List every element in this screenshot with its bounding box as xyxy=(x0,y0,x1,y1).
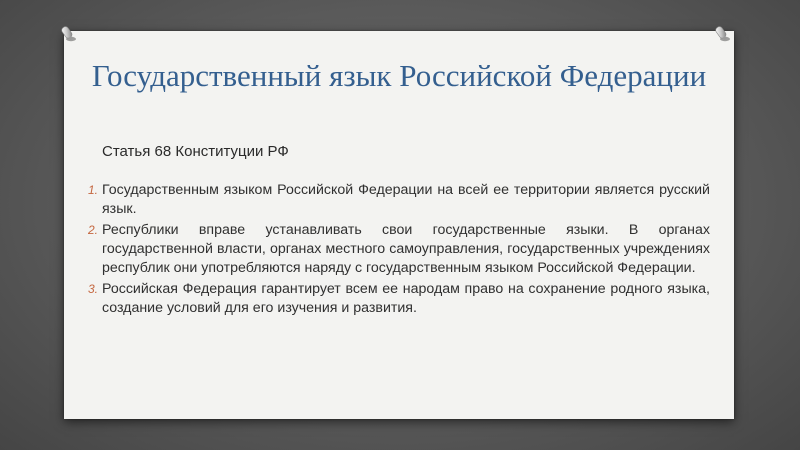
item-text: Республики вправе устанавливать свои государственные языки. В органах государственной власти, органах местного самоуправления, государственных учреждениях республик они употребляются наряду с государственным языком Российской Федерации. xyxy=(102,222,710,276)
item-text: Государственным языком Российской Федерации на всей ее территории является русский язык. xyxy=(102,182,710,217)
item-number: 3. xyxy=(88,282,99,296)
push-pin-icon xyxy=(58,24,78,44)
slide-title: Государственный язык Российской Федерации xyxy=(91,58,707,93)
slide-subtitle: Статья 68 Конституции РФ xyxy=(102,143,289,160)
article-list xyxy=(88,181,710,320)
list-item xyxy=(88,280,710,318)
list-item xyxy=(88,221,710,278)
item-number: 2. xyxy=(88,223,99,237)
item-number: 1. xyxy=(88,183,99,197)
list-item xyxy=(88,181,710,219)
slide-card xyxy=(64,31,734,419)
push-pin-icon xyxy=(712,24,732,44)
item-text: Российская Федерация гарантирует всем ее народам право на сохранение родного языка, создание условий для его изучения и развития. xyxy=(102,281,710,316)
